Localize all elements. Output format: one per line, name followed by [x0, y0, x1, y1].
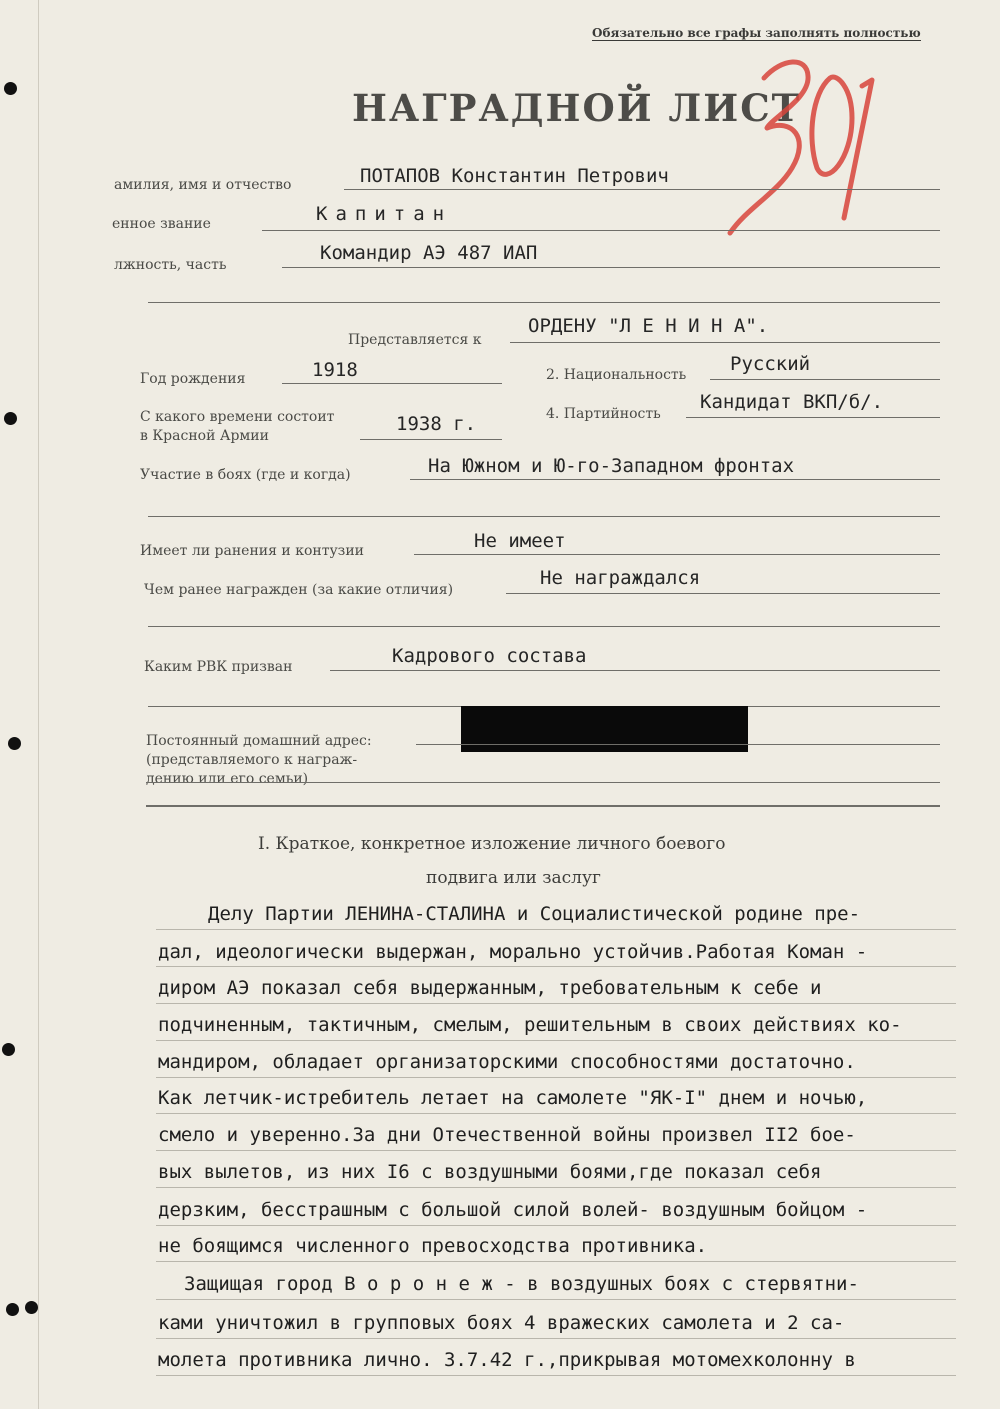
punch-hole: [4, 412, 17, 425]
body-line: не боящимся численного превосходства противника.: [158, 1235, 708, 1257]
body-rule: [156, 966, 956, 967]
body-rule: [156, 1261, 956, 1262]
battles-label: Участие в боях (где и когда): [140, 467, 351, 483]
nationality-value: Русский: [730, 353, 811, 375]
body-rule: [156, 1299, 956, 1300]
address-label-1: Постоянный домашний адрес:: [146, 733, 372, 749]
nationality-label: 2. Национальность: [546, 367, 687, 383]
party-label: 4. Партийность: [546, 406, 661, 422]
punch-hole: [4, 82, 17, 95]
body-line: ками уничтожил в групповых боях 4 вражеских самолета и 2 са-: [158, 1312, 845, 1334]
body-line: дал, идеологически выдержан, морально устойчив.Работая Коман -: [158, 941, 868, 963]
wounds-underline: [414, 554, 940, 555]
rank-underline: [262, 230, 940, 231]
awards-underline-2: [148, 626, 940, 627]
body-rule: [156, 1077, 956, 1078]
position-value: Командир АЭ 487 ИАП: [320, 242, 538, 264]
wounds-value: Не имеет: [474, 530, 566, 552]
birth-year-value: 1918: [312, 359, 358, 381]
body-line: молета противника лично. 3.7.42 г.,прикрывая мотомехколонну в: [158, 1349, 856, 1371]
address-label-3: дению или его семьи): [146, 771, 309, 787]
body-rule: [156, 1375, 956, 1376]
nominated-label: Представляется к: [348, 332, 482, 348]
red-registration-number: [712, 48, 882, 238]
body-line: мандиром, обладает организаторскими способностями достаточно.: [158, 1051, 856, 1073]
party-underline: [686, 417, 940, 418]
body-line: подчиненным, тактичным, смелым, решительным в своих действиях ко-: [158, 1014, 902, 1036]
punch-hole: [6, 1303, 19, 1316]
address-underline-2: [146, 782, 940, 783]
body-rule: [156, 1040, 956, 1041]
awards-label: Чем ранее награжден (за какие отличия): [144, 582, 454, 598]
rank-value: Капитан: [316, 203, 453, 225]
address-label-2: (представляемого к награж-: [146, 752, 358, 768]
awards-underline: [506, 593, 940, 594]
position-label: лжность, часть: [114, 257, 227, 273]
army-since-value: 1938 г.: [396, 413, 477, 435]
body-rule: [156, 1338, 956, 1339]
body-line: Как летчик-истребитель летает на самолете "ЯК-I" днем и ночью,: [158, 1087, 868, 1109]
birth-year-underline: [282, 383, 502, 384]
nominated-underline: [510, 342, 940, 343]
rank-label: енное звание: [112, 216, 211, 232]
section-heading-line-2: подвига или заслуг: [426, 868, 601, 888]
address-underline: [416, 744, 940, 745]
body-rule: [156, 1003, 956, 1004]
awards-value: Не награждался: [540, 567, 701, 589]
wounds-label: Имеет ли ранения и контузии: [140, 543, 364, 559]
army-since-label-2: в Красной Армии: [140, 428, 269, 444]
body-rule: [156, 1225, 956, 1226]
body-line: вых вылетов, из них I6 с воздушными боями,где показал себя: [158, 1161, 822, 1183]
left-margin-line: [38, 0, 39, 1409]
body-line: дерзким, бесстрашным с большой силой волей- воздушным бойцом -: [158, 1199, 868, 1221]
battles-underline: [410, 479, 940, 480]
header-note: Обязательно все графы заполнять полностью: [592, 26, 921, 40]
rvk-value: Кадрового состава: [392, 645, 587, 667]
birth-year-label: Год рождения: [140, 371, 246, 387]
nominated-value: ОРДЕНУ "Л Е Н И Н А".: [528, 315, 769, 337]
body-line: смело и уверенно.За дни Отечественной войны произвел II2 бое-: [158, 1124, 856, 1146]
nationality-underline: [710, 379, 940, 380]
blank-underline: [148, 302, 940, 303]
section-heading-line-1: I. Краткое, конкретное изложение личного боевого: [258, 834, 726, 854]
name-label: амилия, имя и отчество: [114, 177, 292, 193]
battles-value: На Южном и Ю-го-Западном фронтах: [428, 455, 795, 477]
body-line: диром АЭ показал себя выдержанным, требовательным к себе и: [158, 977, 822, 999]
rvk-underline: [330, 670, 940, 671]
body-line: Защищая город В о р о н е ж - в воздушных боях с стервятни-: [184, 1273, 859, 1295]
rvk-label: Каким РВК призван: [144, 659, 293, 675]
document-title: НАГРАДНОЙ ЛИСТ: [352, 86, 802, 130]
army-since-underline: [360, 439, 502, 440]
position-underline: [282, 267, 940, 268]
punch-hole: [8, 737, 21, 750]
party-value: Кандидат ВКП/б/.: [700, 391, 884, 413]
body-rule: [156, 929, 956, 930]
army-since-label-1: С какого времени состоит: [140, 409, 335, 425]
body-rule: [156, 1113, 956, 1114]
body-line: Делу Партии ЛЕНИНА-СТАЛИНА и Социалистической родине пре-: [208, 903, 861, 925]
body-rule: [156, 1187, 956, 1188]
name-value: ПОТАПОВ Константин Петрович: [360, 165, 669, 187]
punch-hole: [25, 1301, 38, 1314]
address-underline-3: [146, 805, 940, 807]
name-underline: [344, 189, 940, 190]
battles-underline-2: [148, 516, 940, 517]
punch-hole: [2, 1043, 15, 1056]
body-rule: [156, 1150, 956, 1151]
address-redaction: [461, 706, 748, 752]
